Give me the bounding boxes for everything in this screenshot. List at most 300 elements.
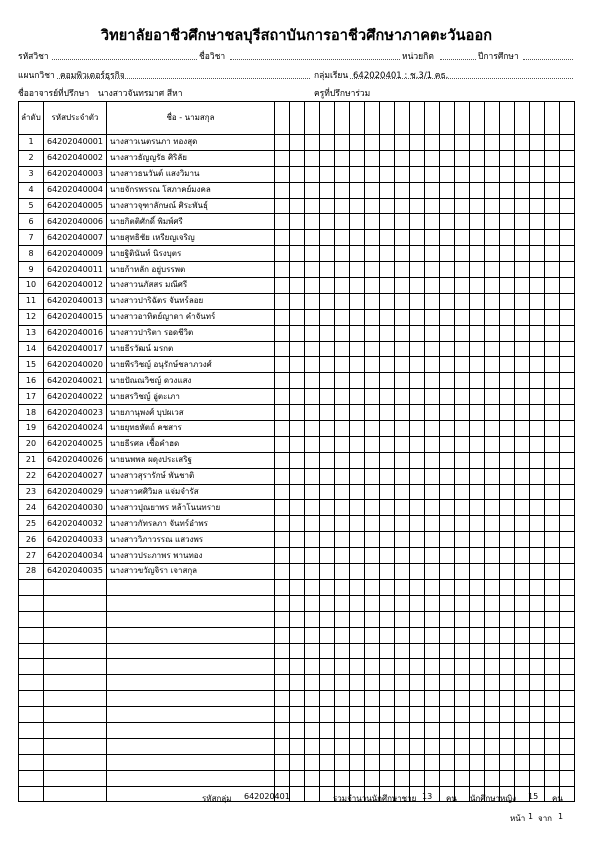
check-cell (530, 564, 545, 580)
check-cell (485, 182, 500, 198)
check-cell (530, 643, 545, 659)
check-cell (290, 564, 305, 580)
check-cell (395, 770, 410, 786)
check-cell (305, 643, 320, 659)
row-index: 4 (19, 182, 44, 198)
check-cell (350, 436, 365, 452)
check-cell (440, 468, 455, 484)
check-cell (320, 579, 335, 595)
check-cell (500, 516, 515, 532)
table-row (19, 357, 575, 373)
check-cell (500, 484, 515, 500)
check-cell (380, 230, 395, 246)
check-cell (470, 754, 485, 770)
check-cell (365, 246, 380, 262)
check-cell (500, 675, 515, 691)
check-cell (290, 230, 305, 246)
row-index: 20 (19, 436, 44, 452)
check-cell (305, 166, 320, 182)
check-cell (305, 421, 320, 437)
student-id: 64202040004 (44, 182, 107, 198)
check-cell (395, 150, 410, 166)
student-name: นายกิตติศักดิ์ พิมพ์ศรี (107, 214, 275, 230)
check-cell (350, 278, 365, 294)
check-cell (350, 691, 365, 707)
check-cell (470, 246, 485, 262)
check-cell (380, 722, 395, 738)
check-cell (335, 691, 350, 707)
check-cell (395, 230, 410, 246)
check-cell (350, 484, 365, 500)
empty-cell (19, 770, 44, 786)
check-cell (470, 500, 485, 516)
check-cell (275, 452, 290, 468)
check-cell (470, 150, 485, 166)
check-cell (500, 198, 515, 214)
check-cell (380, 436, 395, 452)
check-cell (305, 198, 320, 214)
check-cell (350, 135, 365, 151)
check-cell (560, 293, 575, 309)
check-cell (290, 246, 305, 262)
empty-cell (44, 707, 107, 723)
check-cell (305, 484, 320, 500)
check-cell (440, 182, 455, 198)
check-cell (320, 325, 335, 341)
check-cell (515, 421, 530, 437)
check-cell (290, 484, 305, 500)
check-cell (305, 309, 320, 325)
student-id: 64202040001 (44, 135, 107, 151)
check-cell (365, 532, 380, 548)
check-cell (365, 436, 380, 452)
check-cell (365, 579, 380, 595)
check-cell (440, 754, 455, 770)
check-cell (560, 150, 575, 166)
check-cell (380, 516, 395, 532)
check-cell (500, 421, 515, 437)
check-cell (515, 373, 530, 389)
check-cell (515, 564, 530, 580)
empty-row (19, 579, 575, 595)
check-cell (275, 325, 290, 341)
check-cell (455, 373, 470, 389)
check-cell (455, 246, 470, 262)
row-index: 1 (19, 135, 44, 151)
check-cell (560, 452, 575, 468)
check-column-header (320, 102, 335, 135)
check-cell (305, 325, 320, 341)
student-name: นายสุทธิชัย เหรียญเจริญ (107, 230, 275, 246)
check-cell (530, 484, 545, 500)
check-column-header (305, 102, 320, 135)
table-row (19, 389, 575, 405)
check-cell (515, 452, 530, 468)
check-cell (515, 436, 530, 452)
check-cell (380, 135, 395, 151)
check-cell (395, 627, 410, 643)
table-row (19, 230, 575, 246)
check-cell (560, 262, 575, 278)
check-cell (530, 389, 545, 405)
check-cell (515, 707, 530, 723)
table-row (19, 198, 575, 214)
row-index: 16 (19, 373, 44, 389)
empty-cell (107, 707, 275, 723)
student-id: 64202040016 (44, 325, 107, 341)
check-cell (320, 214, 335, 230)
check-cell (545, 770, 560, 786)
check-cell (335, 643, 350, 659)
check-cell (440, 548, 455, 564)
check-cell (530, 357, 545, 373)
check-cell (485, 722, 500, 738)
student-id: 64202040012 (44, 278, 107, 294)
check-cell (470, 373, 485, 389)
check-cell (500, 182, 515, 198)
check-cell (380, 659, 395, 675)
empty-cell (19, 738, 44, 754)
check-cell (455, 691, 470, 707)
check-cell (545, 309, 560, 325)
check-cell (410, 500, 425, 516)
check-cell (380, 691, 395, 707)
check-cell (335, 246, 350, 262)
check-cell (410, 548, 425, 564)
check-cell (410, 611, 425, 627)
check-column-header (530, 102, 545, 135)
check-cell (440, 293, 455, 309)
check-cell (305, 293, 320, 309)
check-cell (515, 611, 530, 627)
check-cell (365, 278, 380, 294)
check-cell (455, 579, 470, 595)
check-cell (560, 484, 575, 500)
row-index: 8 (19, 246, 44, 262)
check-cell (335, 516, 350, 532)
check-cell (350, 373, 365, 389)
check-cell (485, 548, 500, 564)
check-cell (275, 500, 290, 516)
check-cell (500, 564, 515, 580)
check-cell (470, 357, 485, 373)
check-cell (410, 722, 425, 738)
check-cell (335, 436, 350, 452)
student-id: 64202040027 (44, 468, 107, 484)
empty-cell (107, 675, 275, 691)
check-cell (425, 484, 440, 500)
check-cell (380, 293, 395, 309)
check-cell (335, 357, 350, 373)
course-name-label: ชื่อวิชา (199, 52, 226, 62)
empty-cell (107, 579, 275, 595)
check-cell (380, 357, 395, 373)
empty-row (19, 738, 575, 754)
check-cell (320, 611, 335, 627)
check-cell (500, 659, 515, 675)
check-cell (470, 468, 485, 484)
check-cell (470, 595, 485, 611)
check-cell (290, 611, 305, 627)
check-cell (410, 738, 425, 754)
check-cell (320, 627, 335, 643)
check-cell (365, 182, 380, 198)
check-cell (320, 452, 335, 468)
check-column-header (425, 102, 440, 135)
check-cell (380, 182, 395, 198)
check-cell (410, 166, 425, 182)
check-cell (485, 627, 500, 643)
check-cell (320, 405, 335, 421)
check-cell (365, 516, 380, 532)
check-cell (350, 309, 365, 325)
check-cell (365, 262, 380, 278)
check-cell (275, 516, 290, 532)
check-cell (320, 421, 335, 437)
check-cell (365, 691, 380, 707)
check-cell (425, 135, 440, 151)
check-cell (440, 309, 455, 325)
empty-cell (19, 579, 44, 595)
page-current: 1 (528, 812, 534, 821)
check-cell (515, 293, 530, 309)
check-cell (530, 627, 545, 643)
empty-cell (44, 659, 107, 675)
credits-label: หน่วยกิต (402, 52, 434, 62)
check-cell (470, 707, 485, 723)
check-cell (515, 754, 530, 770)
check-cell (365, 325, 380, 341)
check-cell (500, 707, 515, 723)
check-cell (485, 278, 500, 294)
check-cell (425, 500, 440, 516)
check-cell (350, 643, 365, 659)
row-index: 22 (19, 468, 44, 484)
check-cell (485, 421, 500, 437)
check-cell (530, 659, 545, 675)
check-cell (335, 166, 350, 182)
check-cell (365, 230, 380, 246)
student-id: 64202040006 (44, 214, 107, 230)
check-cell (530, 246, 545, 262)
student-name: นางสาวกัทรลภา จันทร์อำพร (107, 516, 275, 532)
check-cell (335, 707, 350, 723)
empty-row (19, 675, 575, 691)
check-cell (290, 421, 305, 437)
check-cell (485, 516, 500, 532)
empty-cell (19, 707, 44, 723)
check-cell (335, 611, 350, 627)
check-cell (470, 548, 485, 564)
check-cell (335, 468, 350, 484)
check-cell (395, 262, 410, 278)
check-cell (545, 230, 560, 246)
check-cell (290, 595, 305, 611)
check-cell (365, 452, 380, 468)
check-cell (500, 436, 515, 452)
check-column-header (410, 102, 425, 135)
check-cell (410, 627, 425, 643)
check-cell (380, 389, 395, 405)
check-cell (275, 659, 290, 675)
check-column-header (545, 102, 560, 135)
check-cell (365, 405, 380, 421)
check-cell (365, 675, 380, 691)
check-cell (455, 627, 470, 643)
check-cell (500, 262, 515, 278)
check-cell (275, 135, 290, 151)
check-cell (485, 214, 500, 230)
check-cell (320, 722, 335, 738)
student-id: 64202040015 (44, 309, 107, 325)
check-cell (545, 532, 560, 548)
check-cell (410, 182, 425, 198)
check-cell (425, 405, 440, 421)
check-cell (545, 182, 560, 198)
check-column-header (290, 102, 305, 135)
check-cell (395, 691, 410, 707)
check-cell (545, 675, 560, 691)
student-id: 64202040007 (44, 230, 107, 246)
empty-cell (44, 754, 107, 770)
check-cell (425, 516, 440, 532)
check-cell (455, 182, 470, 198)
check-cell (470, 182, 485, 198)
check-cell (380, 707, 395, 723)
check-cell (530, 150, 545, 166)
check-cell (485, 135, 500, 151)
check-cell (440, 532, 455, 548)
check-cell (440, 246, 455, 262)
check-cell (410, 325, 425, 341)
check-cell (515, 405, 530, 421)
check-cell (290, 262, 305, 278)
check-cell (350, 166, 365, 182)
check-cell (335, 627, 350, 643)
check-cell (290, 532, 305, 548)
check-cell (335, 564, 350, 580)
check-cell (290, 579, 305, 595)
table-header-row (19, 102, 575, 135)
check-cell (350, 421, 365, 437)
check-cell (545, 516, 560, 532)
check-cell (485, 198, 500, 214)
check-cell (455, 611, 470, 627)
check-cell (425, 325, 440, 341)
department-field (57, 68, 310, 79)
check-cell (485, 468, 500, 484)
empty-cell (19, 675, 44, 691)
check-cell (275, 389, 290, 405)
check-cell (515, 389, 530, 405)
check-cell (350, 675, 365, 691)
check-cell (455, 389, 470, 405)
check-cell (335, 548, 350, 564)
check-cell (410, 770, 425, 786)
table-row (19, 405, 575, 421)
check-cell (425, 595, 440, 611)
check-cell (470, 659, 485, 675)
check-cell (455, 468, 470, 484)
check-cell (530, 230, 545, 246)
check-cell (290, 659, 305, 675)
check-cell (530, 135, 545, 151)
check-cell (410, 341, 425, 357)
check-cell (485, 293, 500, 309)
check-cell (335, 309, 350, 325)
check-column-header (365, 102, 380, 135)
check-cell (350, 389, 365, 405)
check-cell (320, 468, 335, 484)
check-cell (365, 754, 380, 770)
check-cell (545, 452, 560, 468)
check-cell (380, 341, 395, 357)
check-cell (320, 532, 335, 548)
student-id: 64202040032 (44, 516, 107, 532)
check-cell (500, 738, 515, 754)
check-cell (440, 357, 455, 373)
student-id: 64202040021 (44, 373, 107, 389)
check-cell (305, 405, 320, 421)
check-cell (470, 675, 485, 691)
check-cell (290, 675, 305, 691)
check-cell (530, 262, 545, 278)
check-cell (500, 627, 515, 643)
row-index: 24 (19, 500, 44, 516)
check-cell (395, 309, 410, 325)
row-index: 28 (19, 564, 44, 580)
check-cell (470, 325, 485, 341)
check-cell (425, 452, 440, 468)
check-cell (350, 341, 365, 357)
check-cell (470, 293, 485, 309)
check-cell (410, 564, 425, 580)
check-cell (485, 405, 500, 421)
student-name: นางสาวเนตรนภา ทองสุด (107, 135, 275, 151)
check-cell (290, 405, 305, 421)
row-index: 21 (19, 452, 44, 468)
check-cell (410, 452, 425, 468)
check-cell (380, 452, 395, 468)
check-cell (455, 230, 470, 246)
check-cell (425, 579, 440, 595)
check-cell (560, 230, 575, 246)
check-cell (455, 754, 470, 770)
check-cell (320, 150, 335, 166)
check-cell (485, 246, 500, 262)
check-cell (455, 341, 470, 357)
check-cell (350, 770, 365, 786)
table-row (19, 373, 575, 389)
check-cell (440, 150, 455, 166)
check-cell (275, 611, 290, 627)
check-cell (485, 436, 500, 452)
check-cell (500, 373, 515, 389)
check-cell (395, 595, 410, 611)
check-cell (470, 389, 485, 405)
check-cell (545, 135, 560, 151)
check-cell (320, 389, 335, 405)
check-cell (410, 421, 425, 437)
group-code-value: 642020401 (244, 792, 290, 801)
student-id: 64202040023 (44, 405, 107, 421)
empty-cell (19, 643, 44, 659)
empty-cell (19, 691, 44, 707)
check-cell (440, 722, 455, 738)
check-cell (320, 262, 335, 278)
check-cell (350, 532, 365, 548)
check-cell (560, 659, 575, 675)
